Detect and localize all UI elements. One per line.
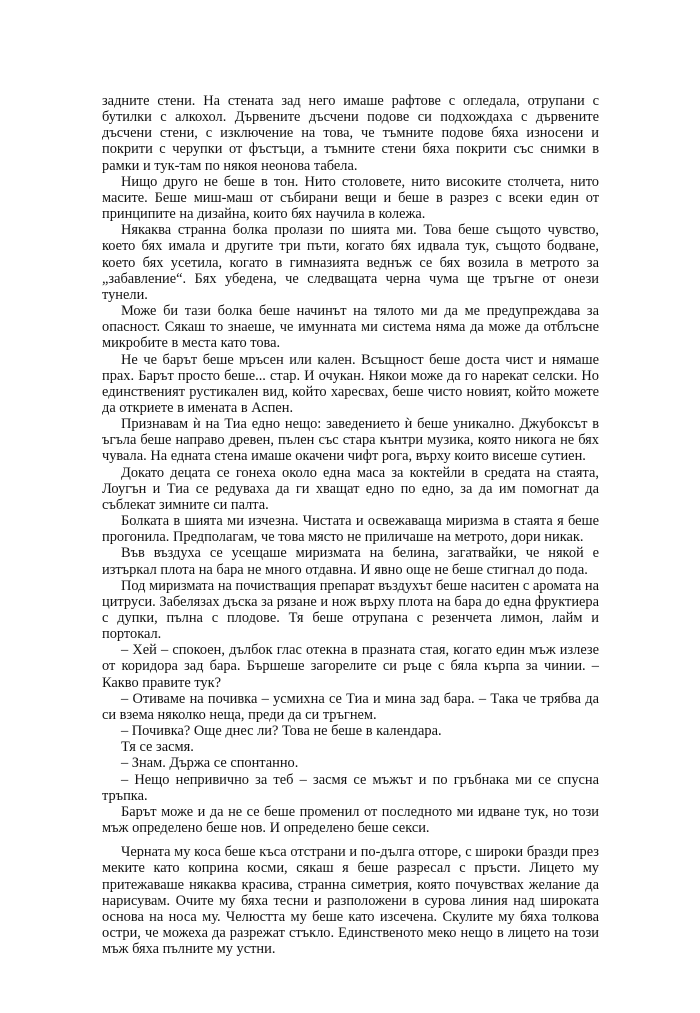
book-page	[102, 93, 599, 957]
dialogue-3: – Почивка? Още днес ли? Това не беше в календара.	[121, 723, 442, 740]
paragraph-1: задните стени. На стената зад него имаше рафтове с огледала, отрупани с бутилки с алкохол. Дървените дъсчени подове си подхождаха с дървените дъсчени стени, с изключение на това, че тъмните подове бяха износени и покрити с черупки от фъстъци, а тъмните стени бяха покрити със снимки в рамки и тук-там по някоя неонова табела.	[102, 93, 599, 174]
paragraph-4: Може би тази болка беше начинът на тялото ми да ме предупреждава за опасност. Сякаш то знаеше, че имунната ми система няма да може да отблъсне микробите в места като това.	[102, 303, 599, 352]
dialogue-1: – Хей – спокоен, дълбок глас отекна в празната стая, когато един мъж излезе от коридора зад бара. Бършеше загорелите си ръце с бяла кърпа за чинии. – Какво правите тук?	[102, 642, 599, 691]
paragraph-6: Признавам ѝ на Тиа едно нещо: заведението ѝ беше уникално. Джубоксът в ъгъла беше направо древен, пълен със стара кънтри музика, която никога не бях чувала. На едната стена имаше окачени чифт рога, върху които висеше сутиен.	[102, 416, 599, 465]
paragraph-5: Не че барът беше мръсен или кален. Всъщност беше доста чист и нямаше прах. Барът просто беше... стар. И очукан. Някои може да го нарекат селски. Но единственият рустикален вид, който харесвах, беше чисто новият, който можете да откриете в имената в Аспен.	[102, 351, 599, 416]
paragraph-12: Барът може и да не се беше променил от последното ми идване тук, но този мъж определено беше нов. И определено беше секси.	[102, 803, 599, 837]
paragraph-11: Тя се засмя.	[121, 739, 194, 756]
paragraph-8: Болката в шията ми изчезна. Чистата и освежаваща миризма в стаята я беше прогонила. Предполагам, че това място не приличаше на метрото, дори никак.	[102, 513, 599, 546]
paragraph-13: Черната му коса беше къса отстрани и по-дълга отгоре, с широки бразди през меките като коприна косми, сякаш я беше разресал с пръсти. Лицето му притежаваше някаква красива, странна симетрия, която почувствах желание да нарисувам. Очите му бяха тесни и разположени в сурова линия над широката основа на носа му. Челюстта му беше като изсечена. Скулите му бяха толкова остри, че можеха да разрежат стъкло. Единственото меко нещо в лицето на този мъж бяха пълните му устни.	[102, 844, 599, 958]
paragraph-3: Някаква странна болка пролази по шията ми. Това беше същото чувство, което бях имала и другите три пъти, когато бях идвала тук, същото бодване, което бях усетила, когато в гимназията веднъж се бях возила в метрото за „забавление“. Бях убедена, че следващата черна чума ще тръгне от онези тунели.	[102, 222, 599, 303]
dialogue-5: – Нещо непривично за теб – засмя се мъжът и по гръбнака ми се спусна тръпка.	[102, 771, 599, 804]
paragraph-9: Във въздуха се усещаше миризмата на белина, загатвайки, че някой е изтъркал плота на бара не много отдавна. И явно още не беше стигнал до пода.	[102, 545, 599, 578]
paragraph-2: Нищо друго не беше в тон. Нито столовете, нито високите столчета, нито масите. Беше миш-маш от събирани вещи и беше в разрез с всеки един от принципите на дизайна, които бях научила в колежа.	[102, 173, 599, 223]
paragraph-7: Докато децата се гонеха около една маса за коктейли в средата на стаята, Лоугън и Тиа се редуваха да ги хващат едно по едно, за да им помогнат да съблекат зимните си палта.	[102, 464, 599, 513]
dialogue-2: – Отиваме на почивка – усмихна се Тиа и мина зад бара. – Така че трябва да си взема няколко неща, преди да си тръгнем.	[102, 690, 599, 723]
dialogue-4: – Знам. Държа се спонтанно.	[121, 755, 299, 772]
paragraph-10: Под миризмата на почистващия препарат въздухът беше наситен с аромата на цитруси. Забелязах дъска за рязане и нож върху плота на бара до една фруктиера с дупки, пълна с плодове. Тя беше отрупана с резенчета лимон, лайм и портокал.	[102, 577, 599, 643]
